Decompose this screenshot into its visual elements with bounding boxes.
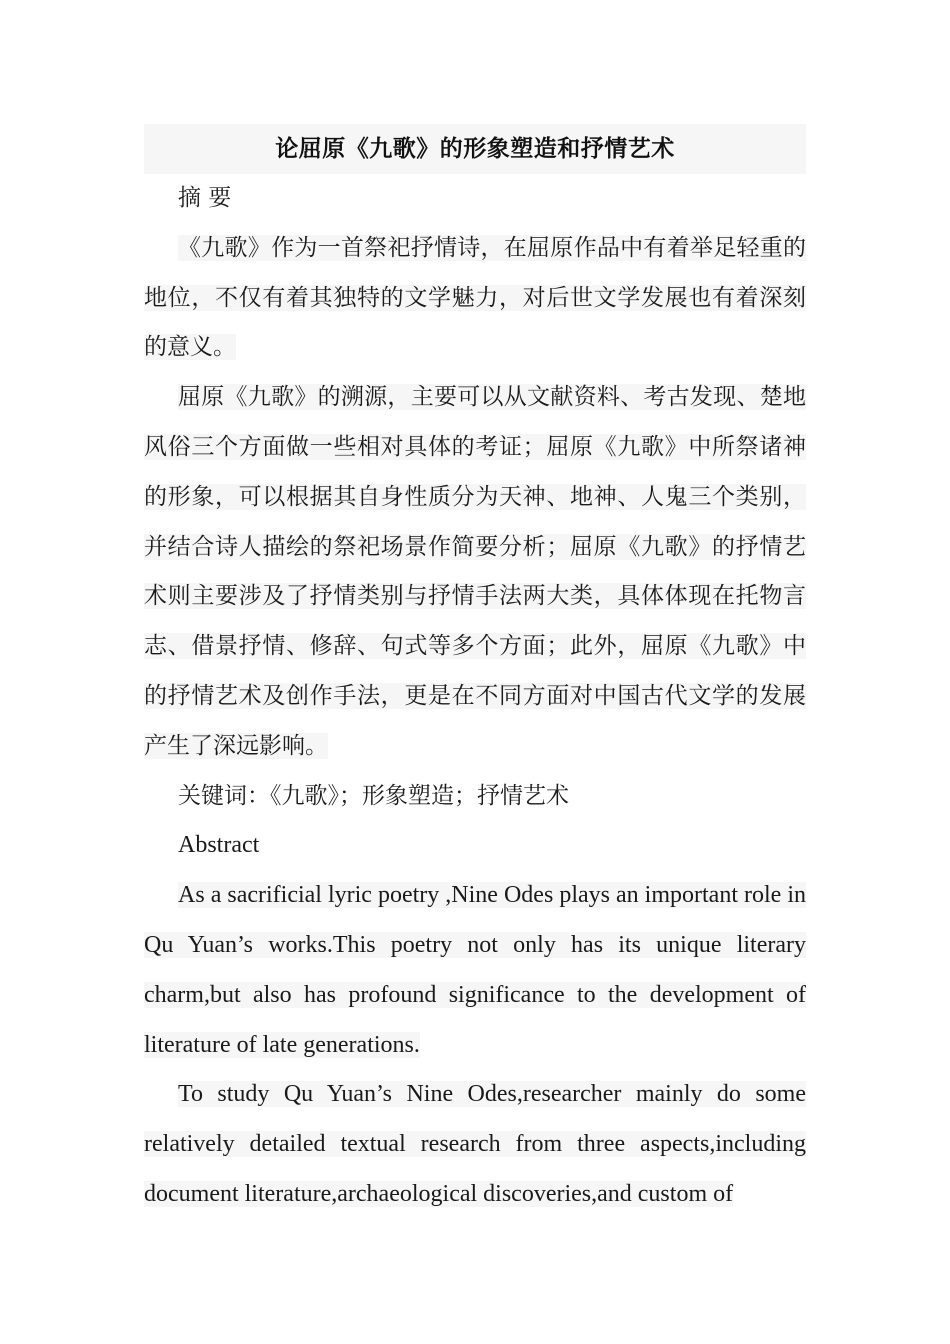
keywords-cn: 关键词：《九歌》；形象塑造；抒情艺术 bbox=[178, 782, 569, 809]
abstract-cn-paragraph-2-text: 屈原《九歌》的溯源，主要可以从文献资料、考古发现、楚地风俗三个方面做一些相对具体的考证；屈原《九歌》中所祭诸神的形象，可以根据其自身性质分为天神、地神、人鬼三个类别，并结合诗人描绘的祭祀场景作简要分析；屈原《九歌》的抒情艺术则主要涉及了抒情类别与抒情手法两大类，具体体现在托物言志、借景抒情、修辞、句式等多个方面；此外，屈原《九歌》中的抒情艺术及创作手法，更是在不同方面对中国古代文学的发展产生了深远影响。 bbox=[144, 384, 806, 759]
abstract-cn-paragraph-2 bbox=[144, 373, 806, 771]
abstract-en-paragraph-1-text: As a sacrificial lyric poetry ,Nine Odes plays an important role in Qu Yuan’s works.This poetry not only has its unique literary charm,but also has profound significance to the development of literature of late generations. bbox=[144, 882, 806, 1058]
abstract-en-paragraph-2 bbox=[144, 1070, 806, 1219]
abstract-en-heading: Abstract bbox=[178, 832, 260, 859]
abstract-cn-paragraph-1 bbox=[144, 224, 806, 373]
abstract-en-paragraph-1 bbox=[144, 871, 806, 1070]
document-title: 论屈原《九歌》的形象塑造和抒情艺术 bbox=[144, 124, 806, 174]
abstract-cn-heading: 摘 要 bbox=[178, 185, 232, 211]
abstract-en-paragraph-2-text: To study Qu Yuan’s Nine Odes,researcher mainly do some relatively detailed textual research from three aspects,including document literature,archaeological discoveries,and custom of bbox=[144, 1081, 806, 1207]
document-page bbox=[144, 124, 806, 1220]
abstract-cn-paragraph-1-text: 《九歌》作为一首祭祀抒情诗，在屈原作品中有着举足轻重的地位，不仅有着其独特的文学魅力，对后世文学发展也有着深刻的意义。 bbox=[144, 234, 806, 361]
